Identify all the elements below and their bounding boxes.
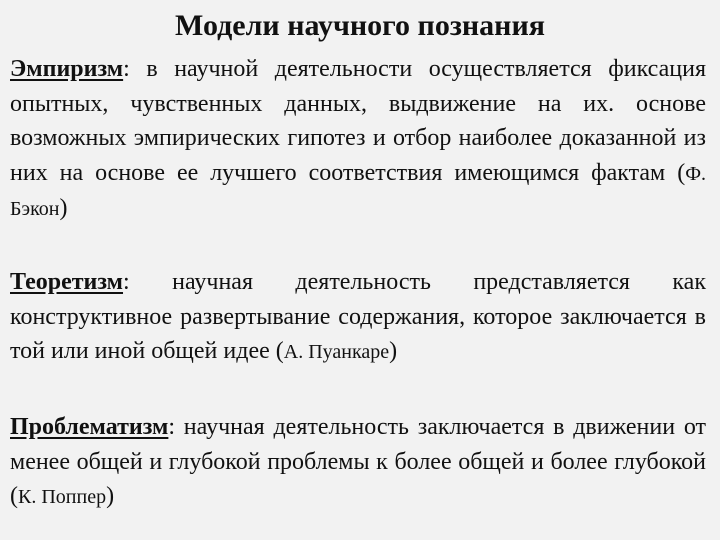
model-author: Ф. Бэкон xyxy=(10,162,706,220)
model-term: Эмпиризм xyxy=(10,56,124,82)
model-empiricism xyxy=(10,52,706,227)
model-term: Проблематизм xyxy=(10,414,169,440)
model-description: : в научной деятельности осуществляется фиксация опытных, чувственных данных, выдвижение на их. основе возможных эмпирических гипотез и отбор наиболее доказанной из них на основе ее лучшего соответствия имеющимся фактам ( xyxy=(10,56,706,186)
model-description: : научная деятельность представляется как конструктивное развертывание содержания, которое заключается в той или иной общей идее ( xyxy=(10,269,706,364)
model-close-paren: ) xyxy=(389,338,398,364)
slide-title: Модели научного познания xyxy=(175,9,545,42)
model-author: А. Пуанкаре xyxy=(283,341,390,363)
model-term: Теоретизм xyxy=(10,269,124,295)
model-close-paren: ) xyxy=(59,195,68,221)
model-theoretism xyxy=(10,265,706,370)
model-problematism xyxy=(10,410,706,515)
model-close-paren: ) xyxy=(106,483,115,509)
model-author: К. Поппер xyxy=(18,486,107,508)
model-description: : научная деятельность заключается в движении от менее общей и глубокой проблемы к более общей и более глубокой ( xyxy=(10,414,706,509)
